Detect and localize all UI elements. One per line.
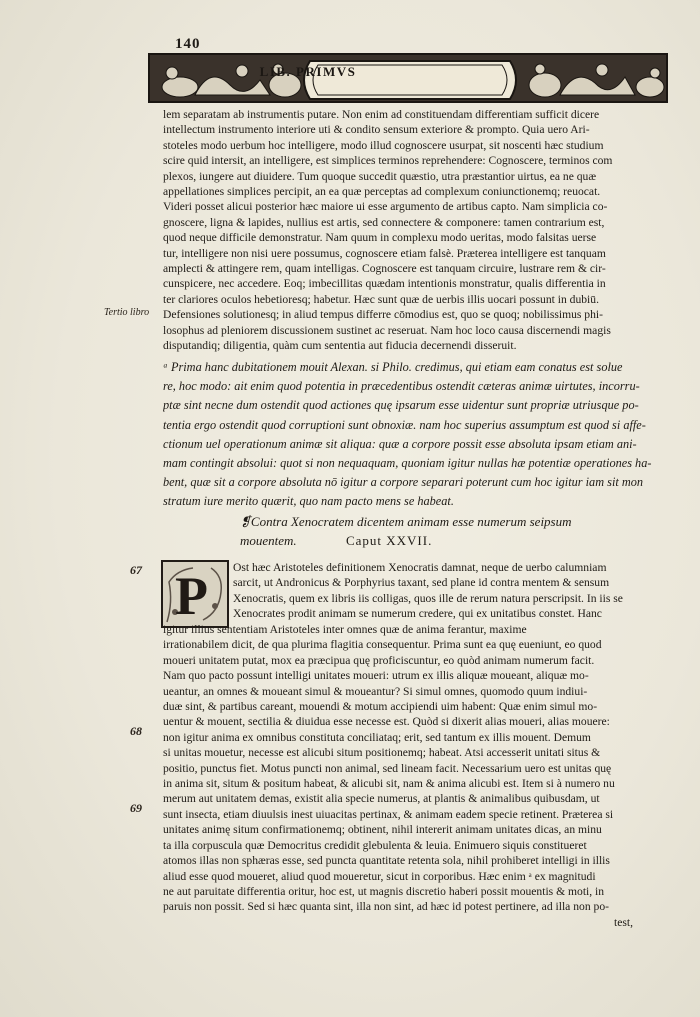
commentary-line: ptæ sint necne dum ostendit quod actiones quę ipsarum esse uidentur sunt propriæ utriusque po- xyxy=(163,398,639,413)
text-line: irrationabilem dicit, de qua plurima flagitia consequentur. Prima sunt ea quę eueniunt, eo quod xyxy=(163,638,602,652)
chapter-title-line1: ❡Contra Xenocratem dicentem animam esse numerum seipsum xyxy=(240,514,572,529)
book-section-title: LIB. PRIMVS xyxy=(259,64,357,79)
text-line: sarcit, ut Andronicus & Porphyrius taxant, sed plane id contra mentem & sensum xyxy=(233,576,610,590)
text-line: paruis non possit. Sed si hæc quanta sint, illa non sint, ad hæc id potest pertinere, ad illa non po- xyxy=(163,900,609,914)
margin-number-67: 67 xyxy=(130,563,142,577)
drop-cap-initial xyxy=(161,560,229,628)
text-line: igitur illius sententiam Aristoteles inter omnes quæ de anima ferantur, maxime xyxy=(163,623,527,636)
commentary-line: bent, quæ sit a corpore absoluta nō igitur a corpore separari poterunt cum hoc igitur iam sit mon xyxy=(163,475,644,490)
text-line: Videri posset alicui posterior hæc maiore ui esse argumento de artibus capto. Nam simplicia co- xyxy=(163,200,608,214)
page-number: 140 xyxy=(175,36,201,52)
chapter-number: Caput XXVII. xyxy=(345,533,433,548)
margin-note-tertio-libro: Tertio libro xyxy=(104,307,150,318)
text-line: Xenocratis, quem ex libris iis colligas, quos ille de rerum natura perscripsit. In iis se xyxy=(233,591,623,605)
margin-number-69: 69 xyxy=(130,801,142,815)
chapter-heading xyxy=(240,512,620,550)
text-line: si unitas mouetur, necesse est alicubi situm positionemq; habeat. Atsi accesserit unitati situs & xyxy=(163,746,601,760)
upper-paragraph xyxy=(163,107,653,354)
text-line: positio, punctus fiet. Motus puncti non animal, sed lineam facit. Necessarium uero est unitas quę xyxy=(163,761,612,775)
text-line: intellectum instrumento interiore uti & condito sensum exteriore & prompto. Quia uero Ari- xyxy=(163,123,590,137)
drop-cap-letter: P xyxy=(175,566,208,626)
text-line: unitates animę situm confirmationemq; obtinent, nihil intererit animam unitates dicas, an minu xyxy=(163,823,602,837)
text-line: quod neque difficile demonstratur. Nam quum in complexu modo ueritas, modo falsitas uerse xyxy=(163,231,597,245)
commentary-line: stratum iure merito quærit, quo nam pacto mens se habeat. xyxy=(163,494,454,509)
chapter-title-line2: mouentem. xyxy=(240,533,297,548)
text-line: ueantur, an omnes & moueant simul & moueantur? Si simul omnes, quomodo quum indiui- xyxy=(163,684,588,698)
text-line: Nam quo pacto possunt intelligi unitates moueri: utrum ex illis aliquæ moueant, aliquæ mo- xyxy=(163,669,589,683)
text-line: uentur & mouent, sectilia & diuidua esse necesse est. Quòd si dixerit alias moueri, alias mouere: xyxy=(163,715,610,729)
text-line: stoteles modo uerbum hoc intelligere, modo illud cognoscere usurpat, sit noscenti hæc studium xyxy=(163,138,604,152)
text-line: ne aut paruitate differentia oritur, hoc est, ut magnis discretio haberi possit mouentis & moti, in xyxy=(163,884,605,898)
margin-number-68: 68 xyxy=(130,724,142,738)
text-line: non igitur anima ex omnibus constituta conciliataq; erit, sed tantum ex illis mouent. Demum xyxy=(163,730,591,744)
text-line: scire quid intersit, an intelligere, est simplices terminos reprehendere: Cognoscere, terminos com xyxy=(163,154,613,168)
text-line: disputandiq; diligentia, quàm cum sententia aut fiducia decernendi disseruit. xyxy=(163,339,517,353)
text-line: merum aut unitatem demas, existit alia specie numerus, at plantis & animalibus quibusdam, ut xyxy=(163,792,600,806)
text-line: sunt insecta, etiam diuulsis inest uiuacitas pertinax, & animam eadem specie retinent. Præterea si xyxy=(163,807,614,821)
main-paragraph xyxy=(163,622,653,930)
text-line: test, xyxy=(614,915,633,929)
text-line: duæ sint, & partibus careant, mouendi & motum accipiendi uim habent: Quæ enim simul mo- xyxy=(163,700,598,714)
text-line: plexos, iungere aut diuidere. Tum quoque succedit quæstio, utra præstantior uirtus, ea ne quæ xyxy=(163,169,597,183)
text-line: in anima sit, situm & positum habeat, & alicubi sit, nam & anima alicubi est. Item si à numero nu xyxy=(163,777,615,791)
text-line: amplecti & attingere rem, quam intelligas. Cognoscere est tanquam circuire, lustrare rem & cir- xyxy=(163,262,606,276)
text-line: lem separatam ab instrumentis putare. Non enim ad constituendam differentiam sufficit dicere xyxy=(163,108,600,121)
commentary-line: re, hoc modo: ait enim quod potentia in præcedentibus ostendit cæteras animæ uirtutes, incorru- xyxy=(163,379,640,394)
text-line: gnoscere, ligna & lapides, nullius est artis, sed connectere & componere: tamen contrarium est, xyxy=(163,215,605,229)
commentary-line: tentia ergo ostendit quod corruptioni sunt obnoxiæ. nam hoc superius assumptum est quod si affe- xyxy=(163,417,646,432)
main-paragraph-indented xyxy=(233,560,653,622)
text-line: Ost hæc Aristoteles definitionem Xenocratis damnat, neque de uerbo calumniam xyxy=(233,561,607,574)
text-line: ter clariores oculos hebetioresq; habetur. Hæc sunt quæ de uerbis illis uocari possunt in dubiū. xyxy=(163,292,599,306)
text-line: Defensiones solutionesq; in aliud tempus differre cōmodius est, quo se quoq; nobilissimus phi- xyxy=(163,308,603,322)
text-line: appellationes simplices percipit, an ea quæ perceptas ad complexum coniunctionemq; reuocat. xyxy=(163,185,601,199)
commentary-line: mam contingit absolui: quot si non nequaquam, quoniam igitur nullas hæ potentiæ operationes ha- xyxy=(163,456,652,471)
commentary-block xyxy=(163,358,663,512)
text-line: moueri unitatem putat, mox ea præcipua quę proficiscuntur, eo quòd animam numerum facit. xyxy=(163,653,595,667)
text-line: aliud esse quod moueret, aliud quod moueretur, sicut in corporibus. Hæc enim ᵃ ex magnitudi xyxy=(163,869,596,883)
text-line: cunspicere, nec accedere. Eoq; imbecillitas quædam intentionis monstratur, qualis differentia in xyxy=(163,277,606,291)
commentary-line: ᵃ Prima hanc dubitationem mouit Alexan. si Philo. credimus, qui etiam eam conatus est solue xyxy=(163,360,623,374)
text-line: atomos illas non sphæras esse, sed puncta quantitate retenta sola, nihil prohiberet intelligi in illis xyxy=(163,854,610,868)
commentary-line: ctionum uel operationum animæ sit aliqua: quæ a corpore possit esse absoluta ipsam etiam ani- xyxy=(163,436,637,451)
text-line: losophus ad pleniorem discussionem sustinet ac reseruat. Nam hoc loco causa discernendi magis xyxy=(163,323,611,337)
text-line: ta illa corpuscula quæ Democritus credidit glebulenta & leuia. Enimuero siquis constitueret xyxy=(163,838,587,852)
text-line: tur, intelligere non nisi uere possumus, cognoscere etiam falsè. Præterea intelligere est tanquam xyxy=(163,246,606,260)
text-line: Xenocrates prodit animam se numerum credere, qui ex unitatibus constet. Hanc xyxy=(233,607,602,621)
